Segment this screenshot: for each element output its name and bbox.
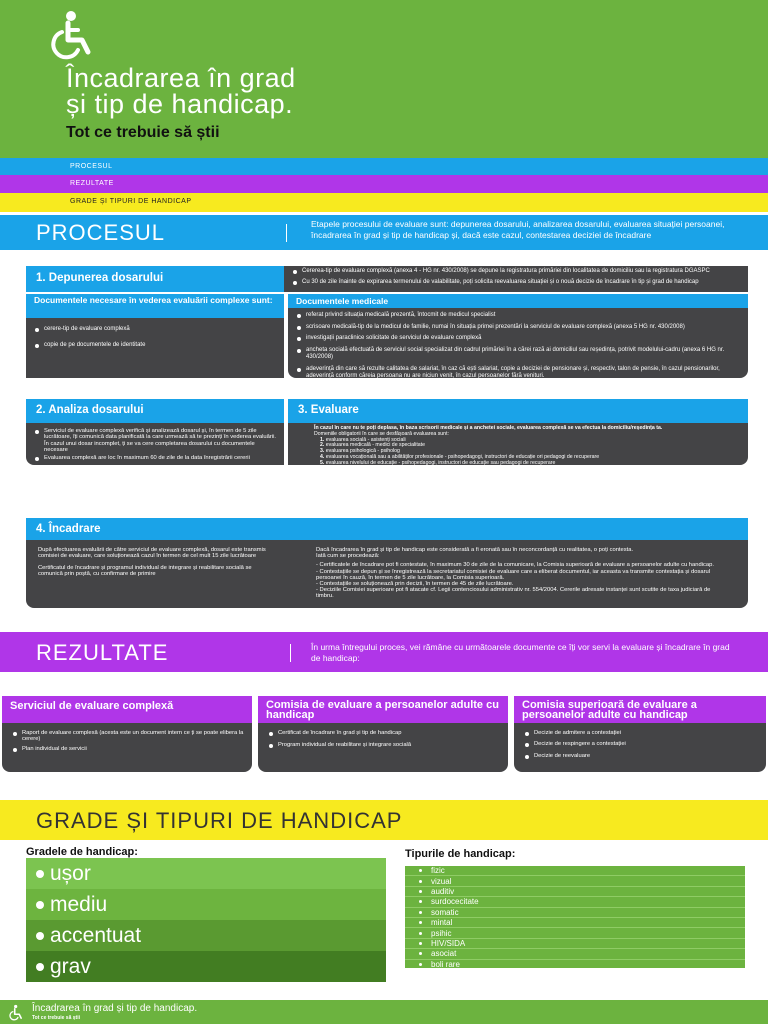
step3-panel [288, 423, 748, 472]
bullet-dot [419, 932, 422, 935]
bullet-dot [419, 869, 422, 872]
type-item [405, 939, 745, 949]
list-item: referat privind situația medicală prezentă, întocmit de medicul specialist [294, 312, 742, 320]
step3-intro: Domeniile obligatorii în care se desfășoară evaluarea sunt: [314, 430, 449, 437]
rezultate-heading: REZULTATE [36, 640, 169, 665]
grades-title: Gradele de handicap: [26, 846, 138, 858]
list-item: Certificat de încadrare în grad și tip de handicap [266, 730, 500, 736]
footer-title: Încadrarea în grad și tip de handicap. [32, 1003, 198, 1014]
grade-heading: GRADE ȘI TIPURI DE HANDICAP [36, 808, 403, 833]
bullet-dot [419, 952, 422, 955]
type-item [405, 928, 745, 938]
step4-right-intro2: Iată cum se procedează: [316, 553, 380, 560]
bullet-dot [419, 900, 422, 903]
step4-left [38, 547, 274, 578]
bullet-dot [36, 932, 44, 940]
list-item: Decizie de reevaluare [522, 753, 758, 759]
docs-title: Documentele necesare în vederea evaluării complexe sunt: [26, 294, 284, 318]
grade-label: grav [50, 954, 91, 978]
type-label: boli rare [431, 960, 460, 970]
nav-grade[interactable]: GRADE ȘI TIPURI DE HANDICAP [0, 193, 768, 212]
divider [290, 644, 291, 662]
types-list [405, 866, 745, 968]
step2-panel [26, 423, 284, 465]
list-item: scrisoare medicală-tip de la medicul de familie, numai în situația primei prezentări la serviciul de evaluare complexă (anexa 5 HG nr. 430/2008) [294, 324, 742, 332]
col-title: Comisia superioară de evaluare a persoanelor adulte cu handicap [514, 696, 766, 723]
list-item: Decizie de admitere a contestației [522, 730, 758, 736]
footer-subtitle: Tot ce trebuie să știi [32, 1015, 80, 1021]
step4-right-item: - Certificatele de încadrare pot fi contestate, în maximum 30 de zile de la comunicare, la Comisia superioară de evaluare a persoanelor adulte cu handicap. [316, 562, 714, 569]
col-panel [2, 723, 252, 772]
list-item: Program individual de reabilitare și integrare socială [266, 742, 500, 748]
procesul-intro: Etapele procesului de evaluare sunt: depunerea dosarului, analizarea dosarului, evaluarea situației persoanei, încadrarea în grad și tip de handicap și, dacă este cazul, contestarea deciziei de încadrare [311, 219, 725, 240]
list-item: investigații paraclinice solicitate de serviciul de evaluare complexă [294, 335, 742, 343]
grade-label: accentuat [50, 923, 142, 947]
step4-right-item: - Contestațiile se soluționează prin decizii, în termen de 45 de zile lucrătoare. [316, 581, 514, 588]
page-title-line1: Încadrarea în grad [66, 63, 296, 93]
rezultate-banner [0, 632, 768, 672]
grade-banner [0, 800, 768, 840]
step3-section [288, 399, 748, 472]
step3-item: 5. evaluarea nivelului de educație - psihopedagogi, instructori de educație sau pedagogi de recuperare [320, 459, 556, 466]
step4-right-item: - Contestațiile se depun și se înregistrează la secretariatul comisiei de evaluare care a eliberat documentul, iar aceasta va transmite contestația și dosarul persoanei în cauză, în termen de 5 zile lucrătoare, la Comisia superioară. [316, 568, 711, 581]
step3-item: 4. evaluarea vocațională sau a abilităților profesionale - psihopedagogi, instructori de educație ori pedagogi de recuperare [320, 453, 600, 460]
step3-item: 6. evaluarea abilităților și a nivelului de integrare socială - psiholog, psihopedagogi, pedagogi de recuperare sau asistenți sociali. [320, 465, 615, 472]
bullet-dot [36, 870, 44, 878]
grade-item [26, 920, 386, 951]
divider [286, 224, 287, 242]
procesul-heading: PROCESUL [36, 220, 166, 245]
col-title: Serviciul de evaluare complexă [2, 696, 252, 723]
bullet-dot [36, 901, 44, 909]
type-label: HIV/SIDA [431, 938, 466, 948]
step4-title: 4. Încadrare [26, 518, 748, 540]
step2-title: 2. Analiza dosarului [26, 399, 284, 423]
col-title: Comisia de evaluare a persoanelor adulte cu handicap [258, 696, 508, 723]
list-item: Raport de evaluare complexă (acesta este un document intern ce ți se poate elibera la cerere) [10, 730, 244, 743]
type-label: surdocecitate [431, 897, 479, 907]
type-label: vizual [431, 876, 452, 886]
step1-top-panel [284, 266, 748, 292]
step3-item: 3. evaluarea psihologică - psiholog [320, 448, 400, 455]
type-label: asociat [431, 949, 457, 959]
type-item [405, 876, 745, 886]
type-label: psihic [431, 928, 452, 938]
step1-title: 1. Depunerea dosarului [26, 266, 284, 292]
medical-title: Documentele medicale [288, 294, 748, 308]
grade-label: mediu [50, 892, 108, 916]
bullet-dot [36, 963, 44, 971]
step4-right [316, 547, 728, 600]
rezultate-col-3 [514, 696, 766, 772]
step1-section [26, 266, 748, 378]
list-item: Plan individual de servicii [10, 746, 244, 752]
bullet-dot [419, 963, 422, 966]
type-item [405, 918, 745, 928]
list-item: copie de pe documentele de identitate [32, 342, 278, 350]
type-item [405, 887, 745, 897]
type-label: mintal [431, 918, 453, 928]
list-item: ancheta socială efectuată de serviciul social specializat din cadrul primăriei în a cărei rază ai domiciliul sau reședința, potrivit modelului-cadru (anexa 6 HG nr. 430/2008) [294, 347, 742, 362]
step4-left-p2: Certificatul de încadrare și programul individual de integrare și reabilitare socială se comunică prin poștă, cu confirmare de primire [38, 564, 252, 578]
grades-list [26, 858, 386, 982]
list-item: Evaluarea complexă are loc în maximum 60 de zile de la data înregistrării cererii [32, 455, 278, 461]
step4-left-p1: După efectuarea evaluării de către serviciul de evaluare complexă, dosarul este transmis comisiei de evaluare, care soluționează cazul în termen de cel mult 15 zile lucrătoare [38, 547, 266, 560]
step3-item: 2. evaluarea medicală - medici de specialitate [320, 442, 425, 449]
type-item [405, 908, 745, 918]
wheelchair-icon [7, 1004, 25, 1020]
bullet-dot [419, 942, 422, 945]
wheelchair-icon [44, 10, 100, 56]
header [0, 0, 768, 158]
nav-procesul[interactable]: PROCESUL [0, 158, 768, 175]
bullet-dot [419, 921, 422, 924]
page-subtitle: Tot ce trebuie să știi [66, 124, 220, 141]
rezultate-col-2 [258, 696, 508, 772]
step2-section [26, 399, 284, 465]
medical-panel [288, 308, 748, 378]
grade-item [26, 889, 386, 920]
step4-right-item: - Deciziile Comisiei superioare pot fi atacate cf. Legii contenciosului administrativ nr. 554/2004. Cererile adresate instanței sunt scutite de taxa judiciară de timbru. [316, 587, 711, 600]
list-item: Decizie de respingere a contestației [522, 741, 758, 747]
list-item: Cu 30 de zile înainte de expirarea termenului de valabilitate, poți solicita reevaluarea situației și o nouă decizie de încadrare în tip și grad de handicap [290, 279, 742, 287]
type-label: fizic [431, 866, 445, 876]
bullet-dot [419, 890, 422, 893]
grade-item [26, 858, 386, 889]
list-item: cerere-tip de evaluare complexă [32, 326, 278, 334]
col-panel [258, 723, 508, 772]
step3-item: 1. evaluarea socială - asistenți sociali [320, 436, 406, 443]
type-item [405, 949, 745, 959]
list-item: Cererea-tip de evaluare complexă (anexa 4 - HG nr. 430/2008) se depune la registratura primăriei din localitatea de domiciliu sau la registratura DGASPC [290, 268, 742, 276]
step4-section [26, 518, 748, 608]
grade-item [26, 951, 386, 982]
footer [0, 1000, 768, 1024]
type-label: somatic [431, 907, 459, 917]
docs-panel [26, 318, 284, 378]
procesul-banner [0, 215, 768, 250]
step3-intro-bold: În cazul în care nu te poți deplasa, în baza scrisorii medicale și a anchetei sociale, evaluarea complexă se va efectua la domiciliu/reședința ta. [314, 425, 663, 431]
type-item [405, 960, 745, 970]
step1-top-list [290, 268, 742, 286]
list-item: Serviciul de evaluare complexă verifică și analizează dosarul și, în termen de 5 zile lucrătoare, îți comunică data planificată la care urmează să te prezinți în vederea evaluării. În cazul unui dosar incomplet, ți se va cere completarea dosarului cu documentele necesare [32, 428, 278, 454]
type-item [405, 866, 745, 876]
nav-rezultate[interactable]: REZULTATE [0, 175, 768, 193]
bullet-dot [419, 911, 422, 914]
rezultate-intro: În urma întregului proces, vei rămâne cu următoarele documente ce îți vor servi la evaluare și încadrare în grad de handicap: [311, 642, 730, 663]
type-label: auditiv [431, 886, 455, 896]
types-title: Tipurile de handicap: [405, 848, 516, 860]
bullet-dot [419, 880, 422, 883]
rezultate-col-1 [2, 696, 252, 772]
step4-right-intro: Dacă încadrarea în grad și tip de handicap este considerată a fi eronată sau în neconcordanță cu realitatea, o poți contesta. [316, 547, 634, 553]
grade-label: ușor [50, 861, 91, 885]
step4-panel [26, 540, 748, 608]
type-item [405, 897, 745, 907]
page-title-line2: și tip de handicap. [66, 89, 294, 119]
list-item: adeverință din care să rezulte calitatea de salariat, în caz că ești salariat, copie a deciziei de pensionare și, respectiv, talon de pensie, în cazul pensionarilor, adeverință conform căreia persoana nu are niciun venit, în cazul persoanelor fără venituri. [294, 366, 742, 381]
step3-title: 3. Evaluare [288, 399, 748, 423]
col-panel [514, 723, 766, 772]
